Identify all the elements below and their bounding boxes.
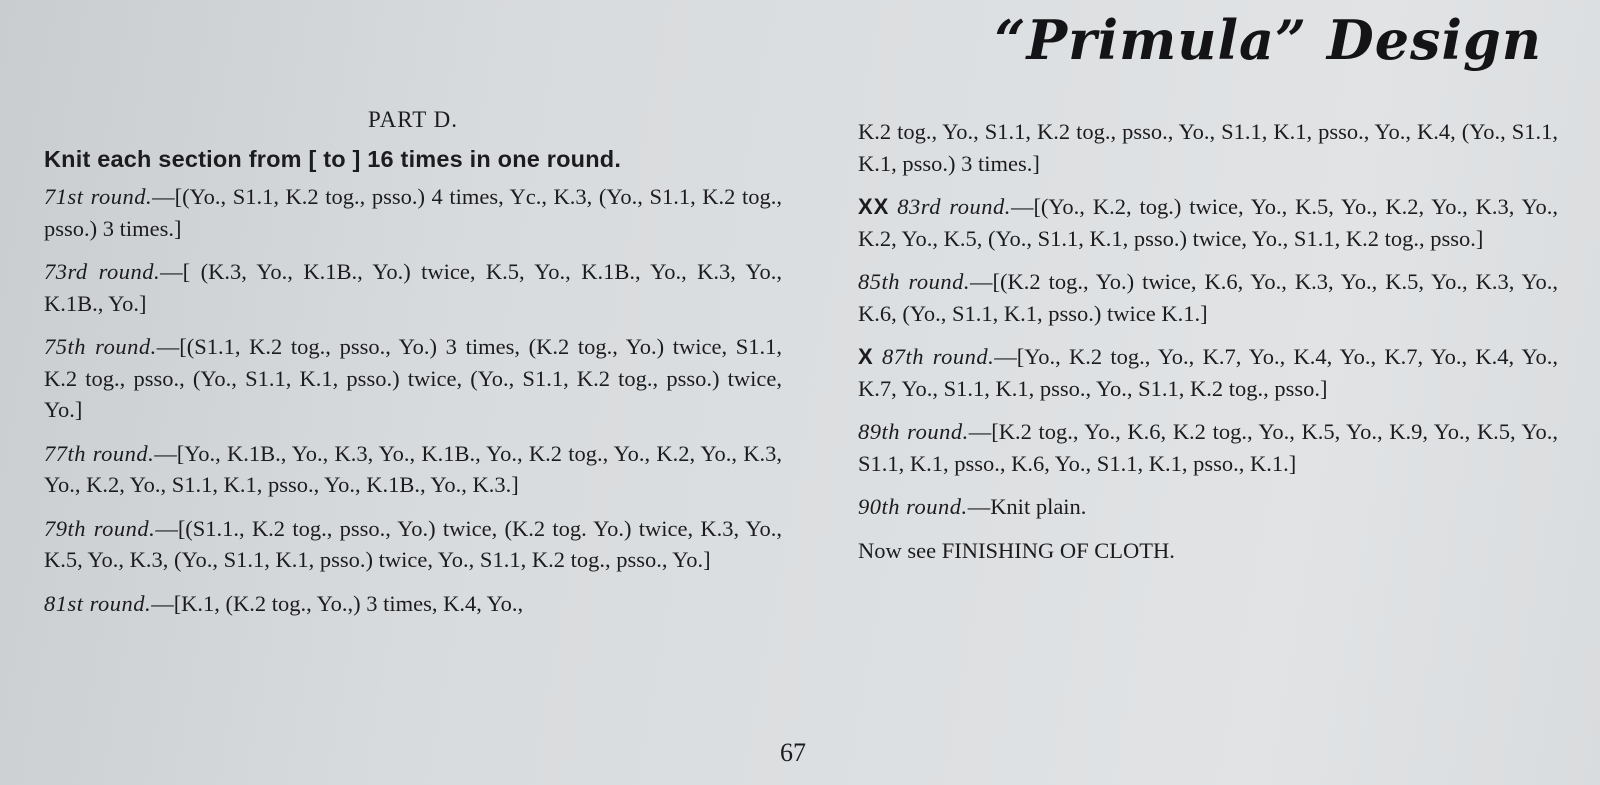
round-83 [858,191,1558,254]
round-77 [44,438,782,501]
round-90 [858,491,1558,523]
round-label: 83rd round. [897,194,1011,219]
page-number: 67 [780,738,806,767]
round-75 [44,331,782,426]
round-label: 89th round. [858,419,969,444]
round-instructions: —[(S1.1., K.2 tog., psso., Yo.) twice, (K.2 tog. Yo.) twice, K.3, Yo., K.5, Yo., K.3, (Yo., S1.1, K.1, psso.) twice, Yo., S1.1, K.2 tog., psso., Yo.] [44,515,782,572]
round-marker: XX [858,194,890,219]
round-instructions: —[K.2 tog., Yo., K.6, K.2 tog., Yo., K.5, Yo., K.9, Yo., K.5, Yo., S1.1, K.1, psso., K.6, Yo., S1.1, K.1, psso., K.1.] [858,419,1558,476]
round-79 [44,513,782,576]
round-instructions: —[(Yo., K.2, tog.) twice, Yo., K.5, Yo., K.2, Yo., K.3, Yo., K.2, Yo., K.5, (Yo., S1.1, K.1, psso.) twice, Yo., S1.1, K.2 tog., psso.] [858,194,1559,251]
round-instructions: —[ (K.3, Yo., K.1B., Yo.) twice, K.5, Yo., K.1B., Yo., K.3, Yo., K.1B., Yo.] [44,259,782,316]
round-instructions: —[K.1, (K.2 tog., Yo.,) 3 times, K.4, Yo., [151,590,524,616]
round-label: 75th round. [44,334,157,359]
round-label: 77th round. [44,440,155,466]
round-instructions: —[(K.2 tog., Yo.) twice, K.6, Yo., K.3, Yo., K.5, Yo., K.3, Yo., K.6, (Yo., S1.1, K.1, psso.) twice K.1.] [858,269,1558,326]
round-label: 87th round. [881,344,995,369]
right-column [858,116,1558,578]
left-column [44,104,782,631]
round-instructions: —[(Yo., S1.1, K.2 tog., psso.) 4 times, Yc., K.3, (Yo., S1.1, K.2 tog., psso.) 3 times.] [44,184,782,241]
round-marker: X [858,344,874,369]
round-instructions: —[(S1.1, K.2 tog., psso., Yo.) 3 times, (K.2 tog., Yo.) twice, S1.1, K.2 tog., psso., (Yo., S1.1, K.1, psso.) twice, (Yo., S1.1, K.2 tog., psso.) twice, Yo.] [44,334,782,422]
round-81-continuation: K.2 tog., Yo., S1.1, K.2 tog., psso., Yo., S1.1, K.1, psso., Yo., K.4, (Yo., S1.1, K.1, psso.) 3 times.] [858,119,1558,176]
round-label: 71st round. [44,184,153,209]
round-81 [44,588,782,620]
round-label: 85th round. [858,269,971,294]
round-label: 81st round. [44,590,152,616]
round-instructions: —Knit plain. [967,494,1087,519]
round-89 [858,416,1558,479]
section-instruction: Knit each section from [ to ] 16 times in one round. [44,145,622,172]
round-label: 90th round. [858,494,968,519]
closing-note: Now see FINISHING OF CLOTH. [858,537,1175,563]
round-85 [858,266,1558,329]
round-instructions: —[Yo., K.1B., Yo., K.3, Yo., K.1B., Yo., K.2 tog., Yo., K.2, Yo., K.3, Yo., K.2, Yo., S1.1, K.1, psso., Yo., K.1B., Yo., K.3.] [44,440,782,497]
part-heading: PART D. [368,107,458,132]
round-87 [858,341,1558,404]
round-label: 79th round. [44,515,156,541]
round-label: 73rd round. [44,259,161,284]
round-71 [44,181,782,244]
design-title: “Primula” Design [994,8,1542,72]
round-73 [44,256,782,319]
round-instructions: —[Yo., K.2 tog., Yo., K.7, Yo., K.4, Yo., K.7, Yo., K.4, Yo., K.7, Yo., S1.1, K.1, psso., Yo., S1.1, K.2 tog., psso.] [858,344,1558,401]
